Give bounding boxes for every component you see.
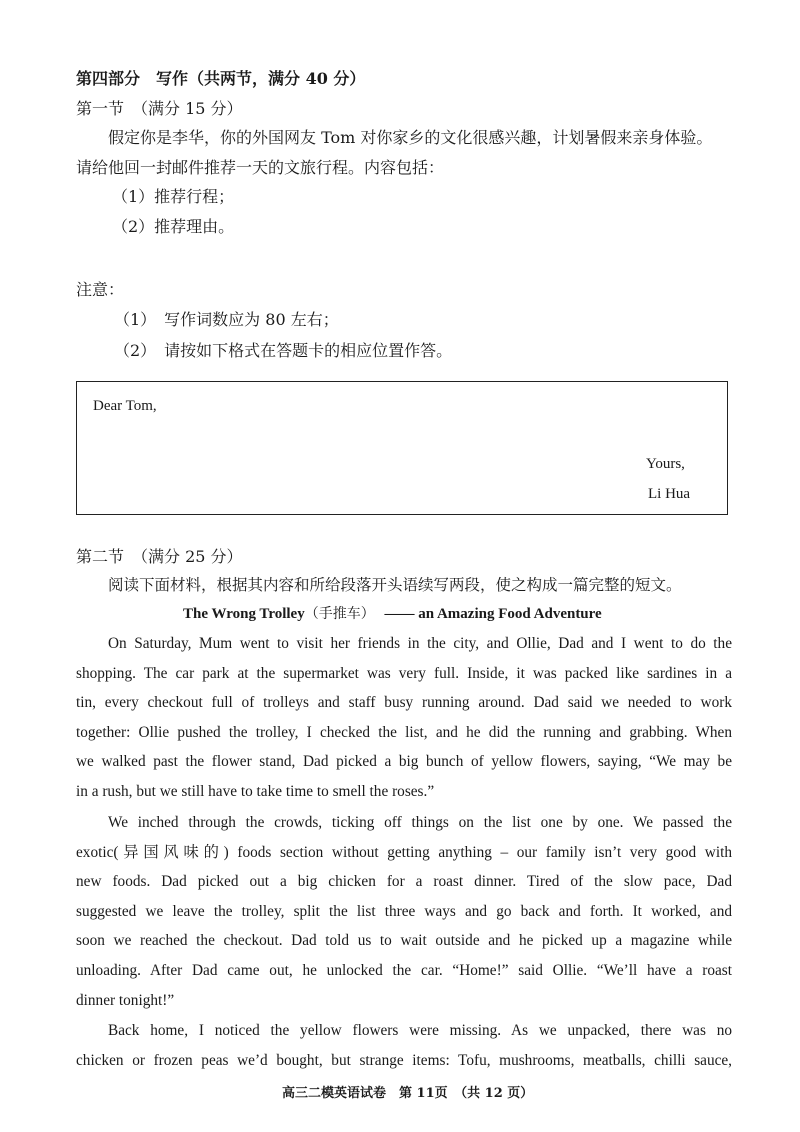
text-line: in a rush, but we still have to take time to smell the roses.” xyxy=(76,782,435,800)
answer-format-box xyxy=(76,381,728,515)
story-title xyxy=(183,603,602,623)
text-line: suggested we leave the trolley, split the list three ways and go back and forth. It worked, and xyxy=(76,902,732,920)
page-footer: 高三二模英语试卷 第 11页 （共 12 页） xyxy=(282,1086,534,1101)
text-line: Back home, I noticed the yellow flowers were missing. As we unpacked, there was no xyxy=(108,1022,732,1039)
letter-signature: Li Hua xyxy=(648,486,691,502)
story-paragraph-2 xyxy=(76,808,732,1015)
content-item-2: （2）推荐理由。 xyxy=(112,217,235,236)
story-title-main: The Wrong Trolley xyxy=(183,606,305,622)
story-subtitle: —— an Amazing Food Adventure xyxy=(384,606,602,622)
note-2: （2） 请按如下格式在答题卡的相应位置作答。 xyxy=(114,341,453,360)
text-line: dinner tonight!” xyxy=(76,991,175,1009)
section1-heading: 第一节 （满分 15 分） xyxy=(76,99,243,118)
story-paragraph-3 xyxy=(76,1016,732,1075)
text-line: unloading. After Dad came out, he unlocked the car. “Home!” said Ollie. “We’ll have a roast xyxy=(76,961,732,979)
section2-heading: 第二节 （满分 25 分） xyxy=(76,547,243,566)
text-line: We inched through the crowds, ticking off things on the list one by one. We passed the xyxy=(108,814,732,831)
text-line: On Saturday, Mum went to visit her friends in the city, and Ollie, Dad and I went to do the xyxy=(108,635,732,652)
text-line: soon we reached the checkout. Dad told us to wait outside and he picked up a magazine while xyxy=(76,932,732,950)
text-line: exotic(异国风味的) foods section without getting anything – our family isn’t very good with xyxy=(76,843,732,861)
text-line: we walked past the flower stand, Dad picked a big bunch of yellow flowers, saying, “We may be xyxy=(76,753,732,771)
story-paragraph-1 xyxy=(76,629,732,807)
letter-salutation: Dear Tom, xyxy=(93,398,157,414)
text-line: chicken or frozen peas we’d bought, but strange items: Tofu, mushrooms, meatballs, chilli sauce, xyxy=(76,1051,732,1069)
letter-closing: Yours, xyxy=(646,456,685,472)
text-line: new foods. Dad picked out a big chicken for a roast dinner. Tired of the slow pace, Dad xyxy=(76,873,732,891)
note-1: （1） 写作词数应为 80 左右； xyxy=(114,310,339,329)
prompt-line-1: 假定你是李华，你的外国网友 Tom 对你家乡的文化很感兴趣，计划暑假来亲身体验。 xyxy=(108,128,713,147)
content-item-1: （1）推荐行程； xyxy=(112,187,235,206)
text-line: shopping. The car park at the supermarket was very full. Inside, it was packed like sardines in a xyxy=(76,664,732,682)
text-line: tin, every checkout full of trolleys and staff busy running around. Dad said we needed to work xyxy=(76,694,732,712)
prompt-line-2: 请给他回一封邮件推荐一天的文旅行程。内容包括： xyxy=(76,158,445,177)
section2-instruction: 阅读下面材料，根据其内容和所给段落开头语续写两段，使之构成一篇完整的短文。 xyxy=(108,576,682,594)
text-line: together: Ollie pushed the trolley, I checked the list, and he did the running and grabbing. When xyxy=(76,723,732,741)
story-title-gloss: （手推车） xyxy=(304,606,375,622)
notes-heading: 注意： xyxy=(76,280,125,299)
part-heading: 第四部分 写作（共两节，满分 40 分） xyxy=(76,69,366,88)
